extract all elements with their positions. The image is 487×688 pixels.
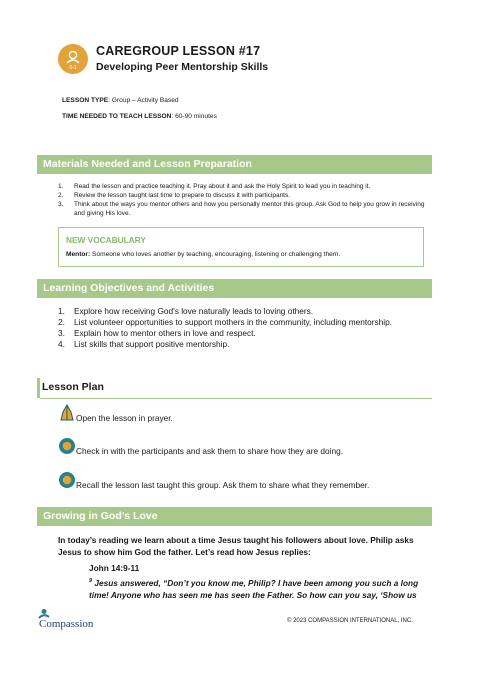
vocabulary-title: NEW VOCABULARY [66,235,146,245]
sun-icon [58,437,76,455]
lesson-type: LESSON TYPE: Group – Activity Based [62,97,179,104]
lesson-number: CAREGROUP LESSON #17 [96,44,261,58]
list-item: 2. List volunteer opportunities to support mothers in the community, including mentorship. [58,317,393,327]
objectives-list [58,306,398,350]
praying-hands-icon [58,404,76,422]
growing-intro: In today’s reading we learn about a time Jesus taught his followers about love. Philip asks Jesus to show him God the father. Let’s read how Jesus replies: [58,535,414,557]
list-item: 4. List skills that support positive mentorship. [58,339,230,349]
materials-list [58,182,430,218]
lesson-title: Developing Peer Mentorship Skills [96,61,269,73]
lesson-plan-heading: Lesson Plan [42,381,104,393]
compassion-logo [37,608,127,635]
plan-accent-bar [37,378,40,398]
verse-text: $^9$ Jesus answered, “Don’t you know me, Philip? I have been among you such a long time! Anyone who has seen me has seen the Father. So how can you say, ‘Show us [89,577,419,600]
mother-child-icon [62,48,84,70]
copyright: © 2023 COMPASSION INTERNATIONAL, INC. [287,618,413,624]
svg-text:0-1: 0-1 [69,65,77,70]
plan-item-prayer: Open the lesson in prayer. [76,413,173,423]
sun-icon [58,471,76,489]
list-item: 2. Review the lesson taught last time to prepare to discuss it with participants. [58,192,291,199]
list-item: 3. Think about the ways you mentor others and how you personally mentor this group. Ask God to help you grow in receiving and giving His love. [58,201,425,217]
objectives-heading: Learning Objectives and Activities [37,279,432,298]
svg-text:Compassion: Compassion [39,618,94,630]
lesson-time: TIME NEEDED TO TEACH LESSON: 60-90 minutes [62,113,217,120]
plan-item-check-in: Check in with the participants and ask them to share how they are doing. [76,446,344,456]
plan-divider [40,398,432,399]
list-item: 1. Read the lesson and practice teaching it. Pray about it and ask the Holy Spirit to lead you in teaching it. [58,183,371,190]
growing-heading: Growing in God’s Love [37,507,432,526]
vocabulary-definition: Mentor: Someone who loves another by teaching, encouraging, listening or challenging them. [66,251,341,258]
verse-reference: John 14:9-11 [89,563,140,573]
materials-heading: Materials Needed and Lesson Preparation [37,155,432,174]
list-item: 1. Explore how receiving God's love naturally leads to loving others. [58,306,314,316]
plan-item-recall: Recall the lesson last taught this group. Ask them to share what they remember. [76,480,370,490]
list-item: 3. Explain how to mentor others in love and respect. [58,328,256,338]
vocabulary-box [58,227,424,267]
caregroup-logo [58,44,88,74]
